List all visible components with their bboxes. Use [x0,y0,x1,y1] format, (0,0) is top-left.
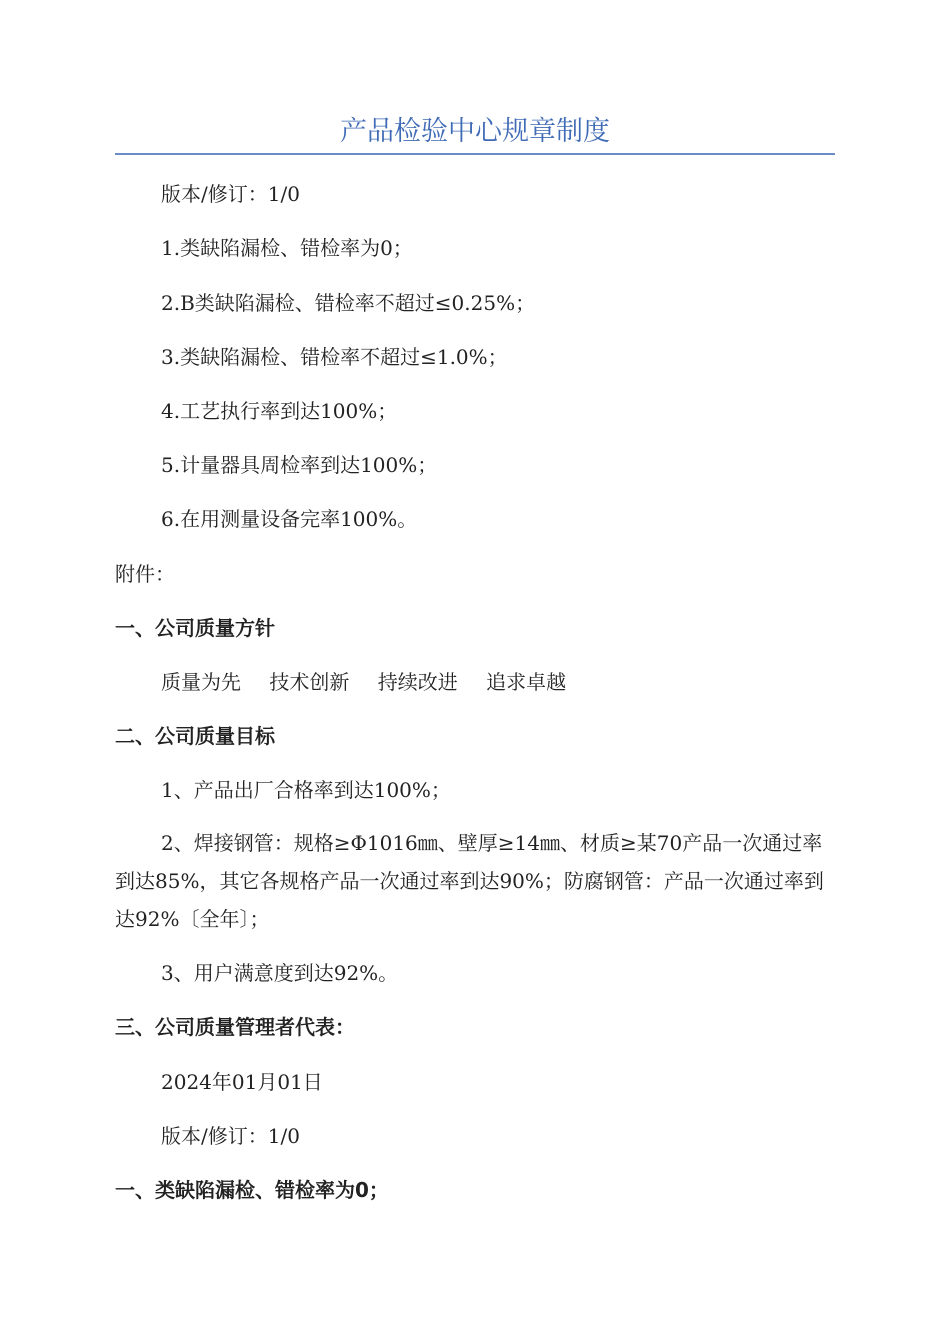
list-item: 4.工艺执行率到达100%； [161,399,398,423]
list-item: 2.B类缺陷漏检、错检率不超过≤0.25%； [161,291,536,315]
document-title: 产品检验中心规章制度 [340,116,610,147]
goal-item: 3、用户满意度到达92%。 [161,961,399,985]
list-item: 6.在用测量设备完率100%。 [161,507,418,531]
motto-phrase: 持续改进 [377,670,458,694]
quality-motto [161,663,588,701]
section-heading-management-rep: 三、公司质量管理者代表： [115,1015,355,1039]
section-heading-defect-rate: 一、类缺陷漏检、错检率为0； [115,1178,389,1202]
section-heading-quality-goals: 二、公司质量目标 [115,724,275,748]
list-item: 3.类缺陷漏检、错检率不超过≤1.0%； [161,345,508,369]
motto-phrase: 追求卓越 [486,670,567,694]
list-item: 1.类缺陷漏检、错检率为0； [161,236,413,260]
version-line: 版本/修订：1/0 [161,182,300,206]
section-heading-quality-policy: 一、公司质量方针 [115,616,275,640]
motto-phrase: 质量为先 [161,670,241,694]
motto-phrase: 技术创新 [269,670,350,694]
goal-item: 1、产品出厂合格率到达100%； [161,778,451,802]
list-item: 5.计量器具周检率到达100%； [161,453,438,477]
date-line: 2024年01月01日 [161,1070,323,1094]
title-underline [115,153,835,155]
attachment-label: 附件： [115,562,175,586]
goal-item-paragraph: 2、焊接钢管：规格≥Φ1016㎜、壁厚≥14㎜、材质≥某70产品一次通过率到达85%，其它各规格产品一次通过率到达90%；防腐钢管：产品一次通过率到达92%〔全年〕； [115,831,824,931]
version-line: 版本/修订：1/0 [161,1124,300,1148]
